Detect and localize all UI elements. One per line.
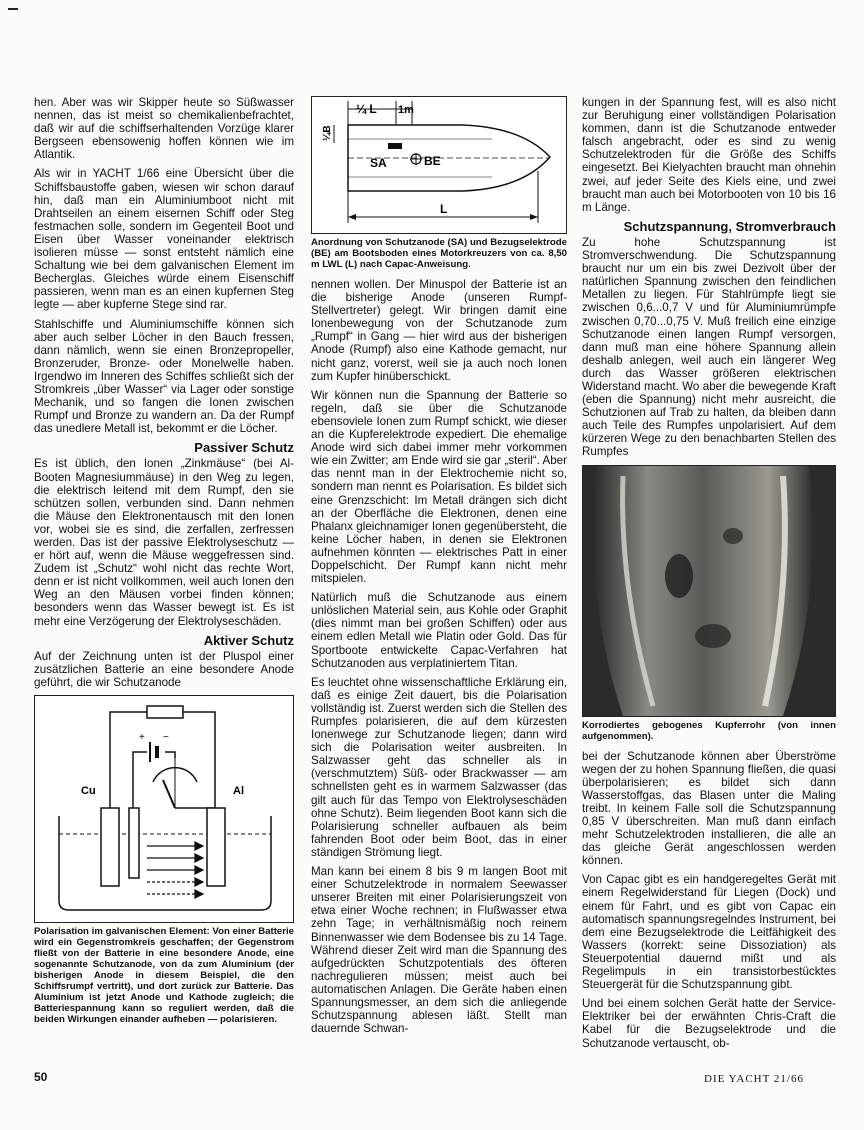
beaker	[59, 816, 271, 910]
ion-arrows	[147, 842, 203, 898]
section-heading-passiver-schutz: Passiver Schutz	[194, 440, 294, 456]
column-1	[34, 96, 294, 1033]
page-number: 50	[34, 1070, 48, 1084]
sa-label: SA	[370, 156, 387, 170]
paragraph: Es ist üblich, den Ionen „Zinkmäuse“ (bei Al-Booten Magnesiummäuse) in den Weg zu legen, die elektrisch leitend mit dem Rumpf, den sie schützen sollen, verbunden sind. Dann nehmen die Mäuse den Elektronentausch mit den Ionen vor, wobei sie es sind, die zerfallen, zerfressen werden. Das ist der passive Elektrolyseschutz — er hört auf, wenn die Mäuse weggefressen sind. Zudem ist „Schutz“ wohl nicht das rechte Wort, denn er ist nicht vollkommen, weil auch Ionen den Weg an den Mäusen vorbei finden können; besonders wenn das Wasser bewegt ist. Es ist mehr eine Verzögerung der Elektrolyseschäden.	[34, 457, 294, 628]
column-2	[311, 96, 567, 1041]
paragraph: Zu hohe Schutzspannung ist Stromverschwendung. Die Schutzspannung braucht nur um ein bis zwei Dezivolt über der natürlichen Spannung zwischen den feindlichen Metallen zu liegen. Für Stahlrümpfe liegt sie zwischen 0,6...0,7 V und für Aluminiumrümpfe zwischen 0,70...0,75 V. Muß freilich eine einzige Schutzanode einen langen Rumpf versorgen, dann muß man eine höhere Spannung allein deshalb anlegen, weil auch ein längerer Weg durch das Wasser größeren elektrischen Widerstand macht. Wo aber die bewegende Kraft (eben die Spannung) nicht mehr ausreicht, die Schutzionen auf Trab zu halten, da bleiben dann auch Teile des Rumpfes unpolarisiert. Auf dem kürzeren Wege zu den benachbarten Stellen des Rumpfes	[582, 235, 836, 459]
section-heading-aktiver-schutz: Aktiver Schutz	[203, 632, 294, 648]
be-label: BE	[424, 154, 441, 168]
resistor	[147, 706, 183, 718]
galvanic-element-diagram	[35, 696, 293, 922]
photo-caption: Korrodiertes gebogenes Kupferrohr (von innen aufgenommen).	[582, 719, 836, 742]
paragraph: Als wir in YACHT 1/66 eine Übersicht über die Schiffsbaustoffe gaben, wiesen wir schon darauf hin, daß man ein Aluminiumboot nicht mit Drahtseilen an einem eisernen Schiff oder Steg festmachen solle, sondern im Gegenteil Boot und Eisen über Wasser voneinander elektrisch isolieren müsse — sonst entsteht nämlich eine Schaltung wie bei dem galvanischen Element im Becherglas. Gleiches würde einem Eisenschiff passieren, wenn man es an einen kupfernen Steg legte — aber kupferne Stege sind rar.	[34, 167, 294, 312]
paragraph: Auf der Zeichnung unten ist der Pluspol einer zusätzlichen Batterie an eine besondere Anode geführt, die wir Schutzanode	[34, 649, 294, 689]
paragraph: bei der Schutzanode können aber Überströme wegen der zu hohen Spannung fließen, die quasi überpolarisieren; es bildet sich dann Wasserstoffgas, das Blasen unter die Maling treibt. In keinem Falle soll die Schutzspannung 0,85 V überschreiten. Man muß dann einfach mehr Schutzelektroden installieren, die alle an das gleiche Gerät angeschlossen werden können.	[582, 749, 836, 868]
paragraph: Stahlschiffe und Aluminiumschiffe können sich aber auch selber Löcher in den Bauch fressen, dann nämlich, wenn sie einen Bronzepropeller, Bronzeruder, Bronze- oder Monelwelle haben. Irgendwo im Inneren des Schiffes schließt sich der Stromkreis „über Wasser“ via Lager oder sonstige Mechanik, und so fangen die Ionen zwischen Rumpf und Bronze zu wandern an. Da der Rumpf das unedlere Metall ist, bekommt er die Löcher.	[34, 317, 294, 436]
section-heading-schutzspannung: Schutzspannung, Stromverbrauch	[623, 218, 836, 234]
hull-anode-figure	[311, 96, 567, 234]
paragraph: Natürlich muß die Schutzanode aus einem unlöslichen Material sein, aus Kohle oder Graphit (dies nimmt man bei großen Schiffen) oder aus einem edlen Metall wie Platin oder Gold. Das für Sportboote entwickelte Capac-Verfahren hat Schutzanoden aus verplatiniertem Titan.	[311, 591, 567, 670]
hull-plan-diagram	[312, 97, 566, 233]
protective-anode	[129, 808, 139, 878]
page-corner-mark	[8, 8, 18, 10]
corroded-copper-pipe-photo	[582, 465, 836, 717]
paragraph: kungen in der Spannung fest, will es also nicht zur Beruhigung einer vollständigen Polarisation kommen, dann ist die Schutzanode entweder falsch angebracht, oder es sind zu wenig Schutzelektroden für die Größe des Schiffs eingesetzt. Bei Kielyachten braucht man ohnehin zwei, auf jeder Seite des Kiels eine, und zwei braucht man auch bei Motorbooten von 10 bis 16 m Länge.	[582, 96, 836, 214]
paragraph: nennen wollen. Der Minuspol der Batterie ist an die bisherige Anode (unseren Rumpf-Stellvertreter) gelegt. Wir bringen damit eine Ionenbewegung von der Schutzanode zum „Rumpf“ in Gang — hier wird aus der bisherigen Anode (Rumpf) also eine Kathode gemacht, nur nicht ganz, vorerst, weil sie ja auch noch Ionen zum Kupfer hinüberschickt.	[311, 278, 567, 383]
paragraph: Man kann bei einem 8 bis 9 m langen Boot mit einer Schutzelektrode in normalem Seewasser unserer Breiten mit einer Polarisierungszeit von etwa einer Woche rechnen; in Flußwasser etwa zehn Tage; in verhältnismäßig noch reinem Binnenwasser wie dem Bodensee bis zu 14 Tage. Während dieser Zeit wird man die Spannung des aufgedrückten Schutzpotentials des öfteren nachregulieren müssen; meist auch bei automatischen Anlagen. Die Geräte haben einen Spannungsmesser, an dem sich die anliegende Schutzspannung ablesen läßt. Stellt man dauernde Schwan-	[311, 865, 567, 1036]
cu-label: Cu	[81, 785, 96, 798]
figure-caption-galvanic: Polarisation im galvanischen Element: Von einer Batterie wird ein Gegenstromkreis geschaffen; der Gegenstrom fließt von der Batterie in eine besondere Anode, eine sogenannte Schutzanode, von da zum Aluminium (der bisherigen Anode in diesem Beispiel, die den Schiffsrumpf vertritt), und dort zurück zur Batterie. Das Aluminium ist jetzt Anode und Kathode zugleich; die Batteriespannung kann so reguliert werden, daß die beiden Wirkungen einander aufheben — polarisieren.	[34, 926, 294, 1026]
quarter-length-label: ¼ L	[356, 102, 377, 116]
al-label: Al	[233, 785, 244, 798]
figure-caption-hull: Anordnung von Schutzanode (SA) und Bezugselektrode (BE) am Bootsboden eines Motorkreuzers von ca. 8,50 m LWL (L) nach Capac-Anweisung.	[311, 237, 567, 270]
one-metre-label: 1m	[398, 104, 414, 116]
galvanic-element-figure	[34, 695, 294, 923]
length-label: L	[440, 202, 448, 216]
paragraph: Es leuchtet ohne wissenschaftliche Erklärung ein, daß es einige Zeit dauert, bis die Polarisation vollständig ist. Zuerst werden sich die Stellen des Rumpfes polarisieren, die auf dem kürzesten Ionenwege zur Schutzanode liegen; dann wird sich die Polarisation weiter ausbreiten. In Salzwasser geht das schneller als in (verschmutztem) Süß- oder Brackwasser — am schnellsten geht es in warmem Salzwasser (das gilt auch für das Tempo von Elektrolyseschäden ohne Schutz). Beim liegenden Boot kann sich die Polarisierung schneller aufbauen als beim fahrenden Boot oder beim Boot, das in einer ständigen Strömung liegt.	[311, 675, 567, 859]
aluminium-electrode	[207, 808, 225, 886]
meter-needle	[163, 780, 175, 808]
journal-footer: DIE YACHT 21/66	[704, 1073, 804, 1085]
paragraph: Von Capac gibt es ein handgeregeltes Gerät mit einem Regelwiderstand für Liegen (Dock) und einem für Fahrt, und es gibt von Capac ein automatisch spannungsregelndes Instrument, bei dem eine Bezugselektrode die Leitfähigkeit des Wassers (korrekt: seine Dissoziation) als Steuerpotential dauernd mißt und als Regelimpuls in ein transistorbestücktes Steuergerät für die Schutzspannung gibt.	[582, 873, 836, 992]
minus-sign: −	[163, 732, 169, 744]
protective-anode-mark	[388, 143, 402, 149]
paragraph: Und bei einem solchen Gerät hatte der Service-Elektriker bei der erwähnten Chris-Craft die Kabel für die Bezugselektrode und die Schutzanode vertauscht, ob-	[582, 997, 836, 1050]
paragraph: Wir können nun die Spannung der Batterie so regeln, daß sie über die Schutzanode ebensoviele Ionen zum Rumpf schickt, wie dieser an die Kupferelektrode expediert. Die ehemalige Anode wird sich dabei immer mehr vorkommen wie ein Zwitter; am Ende wird sie gar „steril“. Aber das nennt man in der Elektrochemie nicht so, sondern man nennt es Polarisation. Es bildet sich eine Grenzschicht: Im Metall drängen sich dicht an der Oberfläche die Elektronen, denen eine Phalanx gleichnamiger Ionen gegenübersteht, die keine Löcher haben, in denen sie Elektronen aufnehmen könnten — elektrisches Patt in einer Doppelschicht. Der Rumpf kann nicht mehr mitspielen.	[311, 388, 567, 586]
copper-electrode	[101, 808, 119, 886]
paragraph: hen. Aber was wir Skipper heute so Süßwasser nennen, das ist meist so chemikalienbefrachtet, daß wir auf die schiffserhaltenden Vorzüge klarer Bergseen ebensowenig hoffen können wie im Atlantik.	[34, 96, 294, 162]
plus-sign: +	[139, 732, 145, 744]
column-3	[582, 96, 836, 1056]
quarter-beam-label: ¼B	[322, 125, 333, 141]
